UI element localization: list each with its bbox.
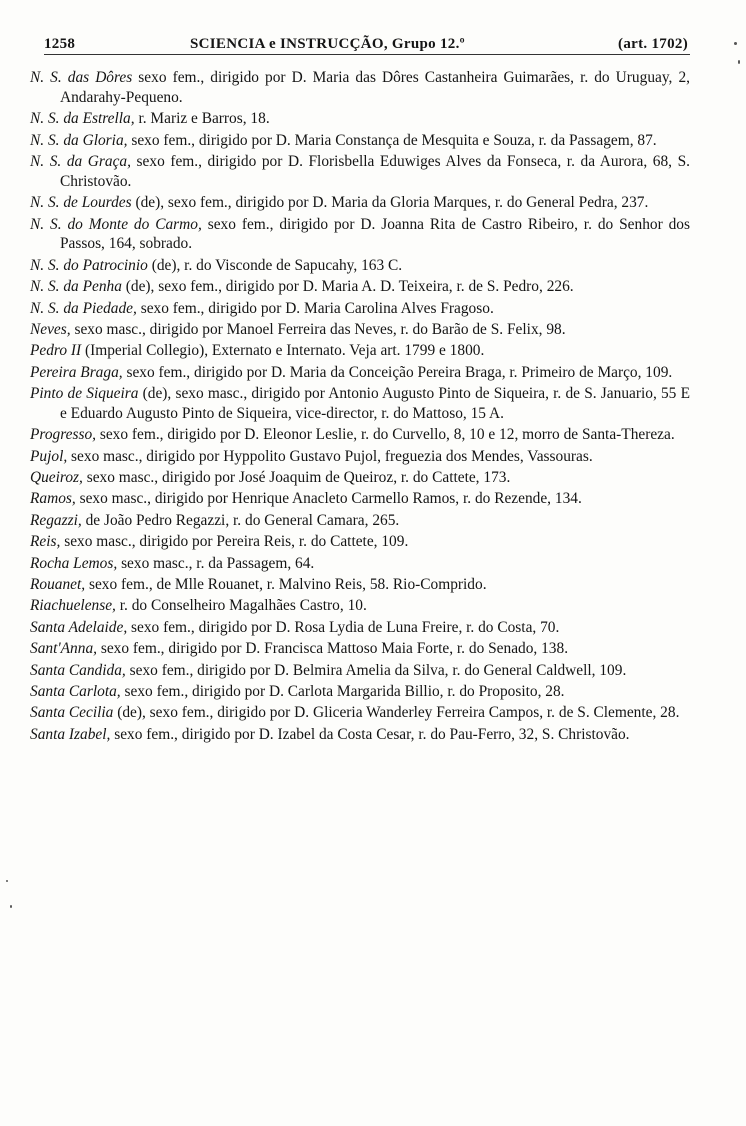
entry-name: Santa Carlota, xyxy=(30,682,121,700)
directory-entry xyxy=(30,131,690,151)
entry-name: Pujol, xyxy=(30,447,68,465)
entry-name: Riachuelense, xyxy=(30,597,116,615)
directory-entry xyxy=(30,468,690,488)
entry-name: N. S. de Lourdes xyxy=(30,194,132,212)
entry-name: Sant'Anna, xyxy=(30,640,97,658)
entry-name: Progresso, xyxy=(30,426,96,444)
margin-speck xyxy=(6,880,8,882)
entry-name: Pedro II xyxy=(30,342,82,360)
entry-name: N. S. do Monte do Carmo, xyxy=(30,215,202,233)
directory-entry xyxy=(30,215,690,255)
entry-name: Santa Candida, xyxy=(30,661,126,679)
entry-name: Queiroz, xyxy=(30,469,83,487)
directory-entry xyxy=(30,447,690,467)
entry-details: sexo fem., dirigido por D. Maria das Dôres Castanheira Guimarães, r. do Uruguay, 2, Andarahy-Pequeno. xyxy=(60,69,690,106)
entry-name: Ramos, xyxy=(30,490,76,508)
entry-details: (de), sexo fem., dirigido por D. Gliceria Wanderley Ferreira Campos, r. de S. Clemente, 28. xyxy=(113,704,680,722)
entry-name: N. S. da Piedade, xyxy=(30,299,137,317)
directory-entry xyxy=(30,384,690,424)
article-reference: (art. 1702) xyxy=(618,36,688,52)
entry-name: Santa Adelaide, xyxy=(30,618,128,636)
entry-details: (de), sexo fem., dirigido por D. Maria da Gloria Marques, r. do General Pedra, 237. xyxy=(131,194,649,212)
directory-entry xyxy=(30,703,690,723)
directory-entry xyxy=(30,193,690,213)
directory-entry xyxy=(30,532,690,552)
margin-speck xyxy=(734,42,737,45)
entry-name: N. S. do Patrocinio xyxy=(30,256,148,274)
entry-details: (de), sexo masc., dirigido por Antonio Augusto Pinto de Siqueira, r. de S. Januario, 55 E e Eduardo Augusto Pinto de Siqueira, vice-director, r. do Mattoso, 15 A. xyxy=(60,385,690,422)
entry-details: sexo fem., dirigido por D. Belmira Amelia da Silva, r. do General Caldwell, 109. xyxy=(125,661,627,679)
entry-name: Rouanet, xyxy=(30,576,86,593)
directory-entry xyxy=(30,152,690,192)
entry-details: (Imperial Collegio), Externato e Internato. Veja art. 1799 e 1800. xyxy=(81,342,485,360)
directory-entry xyxy=(30,596,690,616)
entry-name: N. S. das Dôres xyxy=(30,69,133,86)
entry-details: (de), r. do Visconde de Sapucahy, 163 C. xyxy=(147,256,403,274)
entry-details: sexo fem., dirigido por D. Maria da Conceição Pereira Braga, r. Primeiro de Março, 109. xyxy=(122,363,673,381)
entry-details: sexo fem., de Mlle Rouanet, r. Malvino Reis, 58. Rio-Comprido. xyxy=(85,576,487,593)
entry-details: sexo fem., dirigido por D. Joanna Rita de Castro Ribeiro, r. do Senhor dos Passos, 164, sobrado. xyxy=(60,215,690,253)
entry-details: sexo masc., r. da Passagem, 64. xyxy=(117,554,315,572)
entry-name: Reis, xyxy=(30,533,61,551)
directory-entry xyxy=(30,277,690,297)
entry-details: sexo masc., dirigido por José Joaquim de Queiroz, r. do Cattete, 173. xyxy=(82,469,511,487)
entry-name: Santa Izabel, xyxy=(30,725,111,743)
header-rule xyxy=(44,54,690,55)
directory-entry xyxy=(30,489,690,509)
entry-name: N. S. da Gloria, xyxy=(30,131,128,149)
entry-details: sexo fem., dirigido por D. Francisca Mattoso Maia Forte, r. do Senado, 138. xyxy=(97,640,569,658)
directory-entry xyxy=(30,299,690,319)
margin-speck xyxy=(738,60,740,64)
directory-entry xyxy=(30,554,690,574)
directory-entry xyxy=(30,425,690,445)
entry-details: sexo masc., dirigido por Henrique Anacleto Carmello Ramos, r. do Rezende, 134. xyxy=(75,490,582,508)
entry-details: sexo masc., dirigido por Manoel Ferreira das Neves, r. do Barão de S. Felix, 98. xyxy=(70,320,566,338)
running-title: SCIENCIA e INSTRUCÇÃO, Grupo 12.º xyxy=(190,36,465,52)
directory-entry xyxy=(30,320,690,340)
entry-details: r. Mariz e Barros, 18. xyxy=(134,110,270,128)
entry-details: sexo fem., dirigido por D. Florisbella Eduwiges Alves da Fonseca, r. da Aurora, 68, S. Christovão. xyxy=(60,152,690,190)
page-number: 1258 xyxy=(44,36,76,52)
entry-name: Santa Cecilia xyxy=(30,704,114,722)
entry-details: sexo fem., dirigido por D. Eleonor Leslie, r. do Curvello, 8, 10 e 12, morro de Santa-Thereza. xyxy=(95,426,675,444)
directory-entry xyxy=(30,575,690,595)
directory-entry xyxy=(30,639,690,659)
directory-entry xyxy=(30,109,690,129)
entry-details: de João Pedro Regazzi, r. do General Camara, 265. xyxy=(81,511,400,529)
entry-name: N. S. da Penha xyxy=(30,278,122,296)
entry-details: sexo masc., dirigido por Pereira Reis, r. do Cattete, 109. xyxy=(60,533,409,551)
entry-details: sexo fem., dirigido por D. Izabel da Costa Cesar, r. do Pau-Ferro, 32, S. Christovão. xyxy=(110,725,630,743)
entry-name: N. S. da Graça, xyxy=(30,152,131,170)
directory-entry xyxy=(30,363,690,383)
entry-details: sexo fem., dirigido por D. Maria Constança de Mesquita e Souza, r. da Passagem, 87. xyxy=(127,131,657,149)
entry-name: Rocha Lemos, xyxy=(30,554,118,572)
entry-list xyxy=(30,68,690,746)
entry-details: sexo fem., dirigido por D. Maria Carolina Alves Fragoso. xyxy=(136,299,494,317)
entry-details: sexo fem., dirigido por D. Carlota Margarida Billio, r. do Proposito, 28. xyxy=(120,682,565,700)
entry-name: Neves, xyxy=(30,320,71,338)
page-header xyxy=(44,28,688,56)
directory-entry xyxy=(30,682,690,702)
entry-name: Regazzi, xyxy=(30,511,82,529)
directory-entry xyxy=(30,341,690,361)
directory-entry xyxy=(30,68,690,108)
directory-entry xyxy=(30,511,690,531)
entry-name: Pereira Braga, xyxy=(30,363,123,381)
entry-details: sexo fem., dirigido por D. Rosa Lydia de Luna Freire, r. do Costa, 70. xyxy=(127,618,560,636)
entry-details: sexo masc., dirigido por Hyppolito Gustavo Pujol, freguezia dos Mendes, Vassouras. xyxy=(67,447,593,465)
margin-speck xyxy=(10,905,12,908)
entry-name: Pinto de Siqueira xyxy=(30,385,139,403)
directory-entry xyxy=(30,256,690,276)
entry-name: N. S. da Estrella, xyxy=(30,110,135,128)
directory-entry xyxy=(30,725,690,745)
directory-entry xyxy=(30,618,690,638)
entry-details: r. do Conselheiro Magalhães Castro, 10. xyxy=(115,597,367,615)
entry-details: (de), sexo fem., dirigido por D. Maria A. D. Teixeira, r. de S. Pedro, 226. xyxy=(121,278,574,296)
directory-entry xyxy=(30,661,690,681)
